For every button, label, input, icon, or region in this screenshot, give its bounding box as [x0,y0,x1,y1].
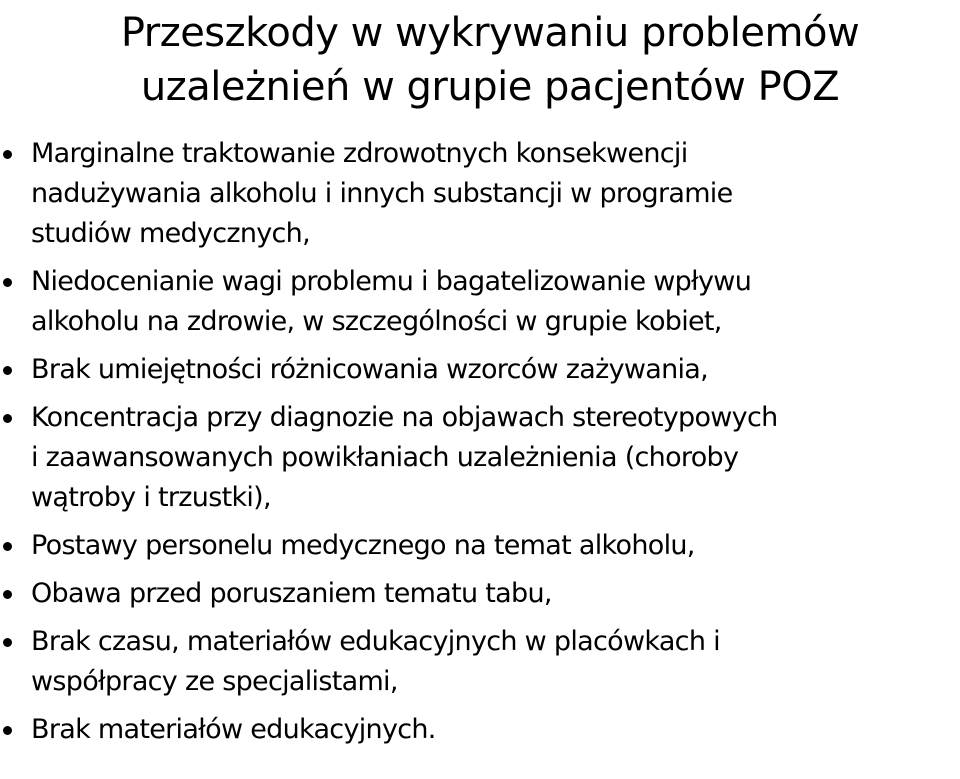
bullet-item [0,350,960,390]
bullet-line: Niedocenianie wagi problemu i bagatelizowanie wpływu [31,266,752,297]
bullet-line: studiów medycznych, [31,218,310,249]
bullet-dot-icon [3,726,12,735]
bullet-line: alkoholu na zdrowie, w szczególności w grupie kobiet, [31,306,722,337]
bullet-dot-icon [3,414,12,423]
bullet-item [0,262,960,342]
bullet-item [0,398,960,518]
slide-title-line: uzależnień w grupie pacjentów POZ [140,64,840,110]
bullet-item [0,622,960,702]
bullet-line: wątroby i trzustki), [31,482,271,513]
bullet-dot-icon [3,150,12,159]
bullet-dot-icon [3,590,12,599]
bullet-line: i zaawansowanych powikłaniach uzależnienia (choroby [31,442,739,473]
bullet-dot-icon [3,366,12,375]
slide-title [30,6,950,114]
bullet-dot-icon [3,638,12,647]
slide-title-line: Przeszkody w wykrywaniu problemów [120,10,860,56]
bullet-item [0,710,960,750]
bullet-dot-icon [3,542,12,551]
bullet-line: Brak materiałów edukacyjnych. [31,714,436,745]
bullet-line: Marginalne traktowanie zdrowotnych konsekwencji [31,138,688,169]
bullet-item [0,134,960,254]
bullet-line: Brak umiejętności różnicowania wzorców zażywania, [31,354,709,385]
bullet-line: Postawy personelu medycznego na temat alkoholu, [31,530,695,561]
bullet-item [0,574,960,614]
bullet-dot-icon [3,278,12,287]
bullet-line: Obawa przed poruszaniem tematu tabu, [31,578,552,609]
bullet-line: Koncentracja przy diagnozie na objawach stereotypowych [31,402,778,433]
bullet-item [0,526,960,566]
bullet-line: nadużywania alkoholu i innych substancji w programie [31,178,733,209]
bullet-list [0,134,960,758]
bullet-line: współpracy ze specjalistami, [31,666,398,697]
bullet-line: Brak czasu, materiałów edukacyjnych w placówkach i [31,626,720,657]
